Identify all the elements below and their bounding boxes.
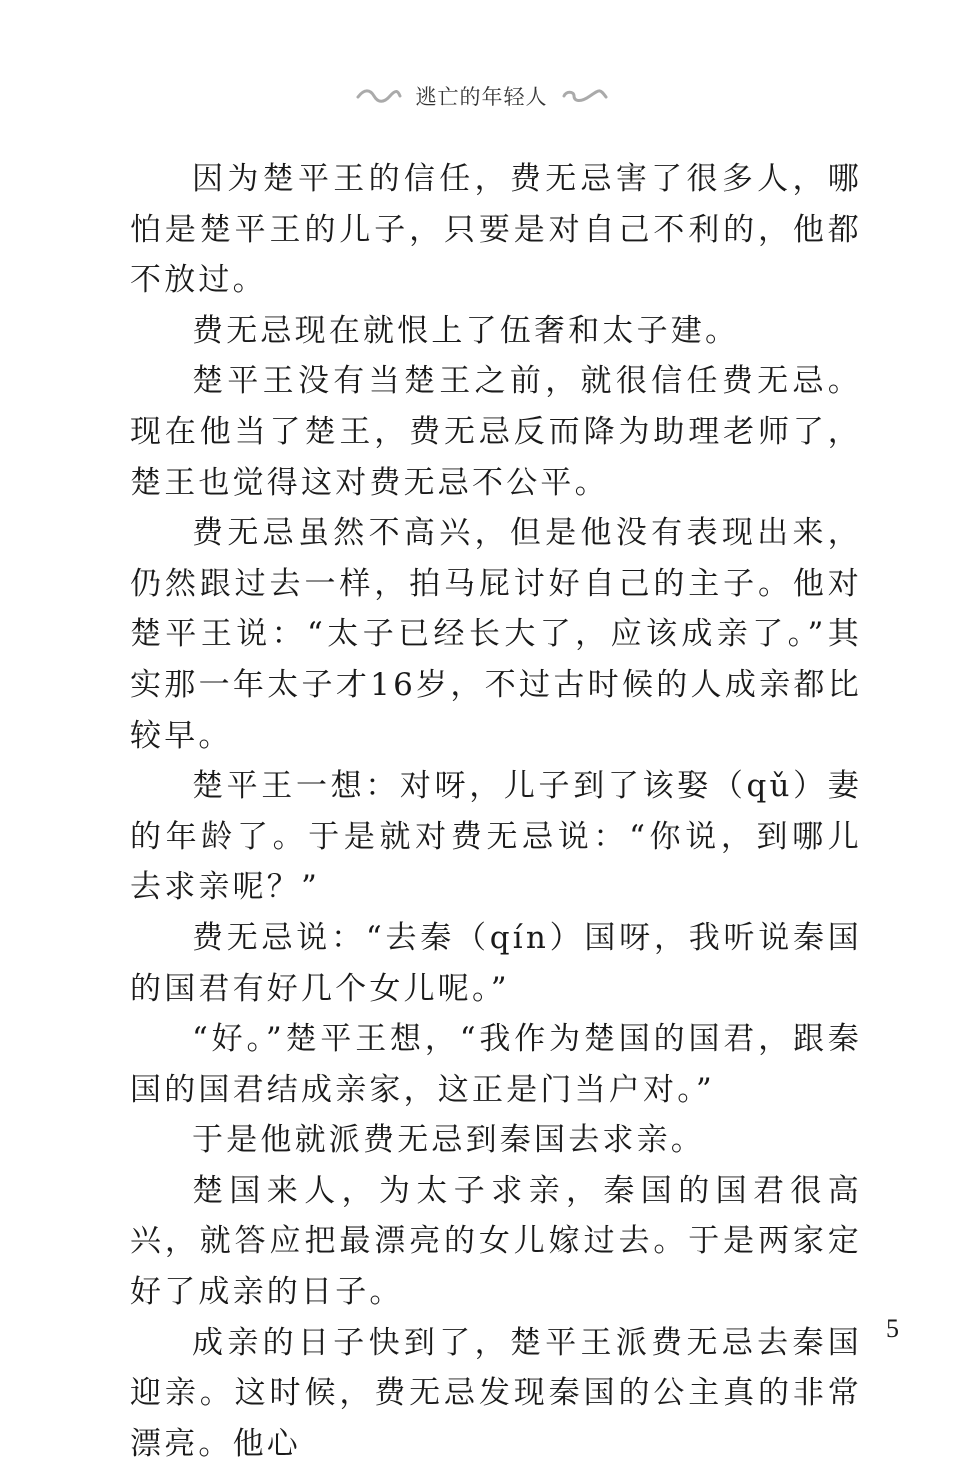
paragraph: 费无忌现在就恨上了伍奢和太子建。 [192,312,740,349]
paragraph: 因为楚平王的信任，费无忌害了很多人，哪怕是楚平王的儿子，只要是对自己不利的，他都不放过。 [130,161,862,299]
page-number: 5 [886,1314,899,1343]
paragraph: 费无忌虽然不高兴，但是他没有表现出来，仍然跟过去一样，拍马屁讨好自己的主子。他对楚平王说：“太子已经长大了，应该成亲了。”其实那一年太子才16岁，不过古时候的人成亲都比较早。 [130,515,862,754]
paragraph: 成亲的日子快到了，楚平王派费无忌去秦国迎亲。这时候，费无忌发现秦国的公主真的非常漂亮。他心 [130,1324,862,1462]
body-text [130,154,862,1469]
paragraph: 于是他就派费无忌到秦国去求亲。 [192,1122,705,1159]
running-header-title: 逃亡的年轻人 [415,85,548,109]
paragraph: 费无忌说：“去秦（qín）国呀，我听说秦国的国君有好几个女儿呢。” [130,919,862,1007]
paragraph: “好。”楚平王想，“我作为楚国的国君，跟秦国的国君结成亲家，这正是门当户对。” [130,1021,862,1108]
paragraph: 楚平王一想：对呀，儿子到了该娶（qǔ）妻的年龄了。于是就对费无忌说：“你说，到哪儿去求亲呢？” [130,768,862,906]
swirl-ornament-left-icon [356,87,402,105]
swirl-ornament-right-icon [562,87,608,105]
running-header [0,78,963,114]
paragraph: 楚平王没有当楚王之前，就很信任费无忌。现在他当了楚王，费无忌反而降为助理老师了，楚王也觉得这对费无忌不公平。 [130,363,862,501]
paragraph: 楚国来人，为太子求亲，秦国的国君很高兴，就答应把最漂亮的女儿嫁过去。于是两家定好了成亲的日子。 [130,1172,862,1311]
